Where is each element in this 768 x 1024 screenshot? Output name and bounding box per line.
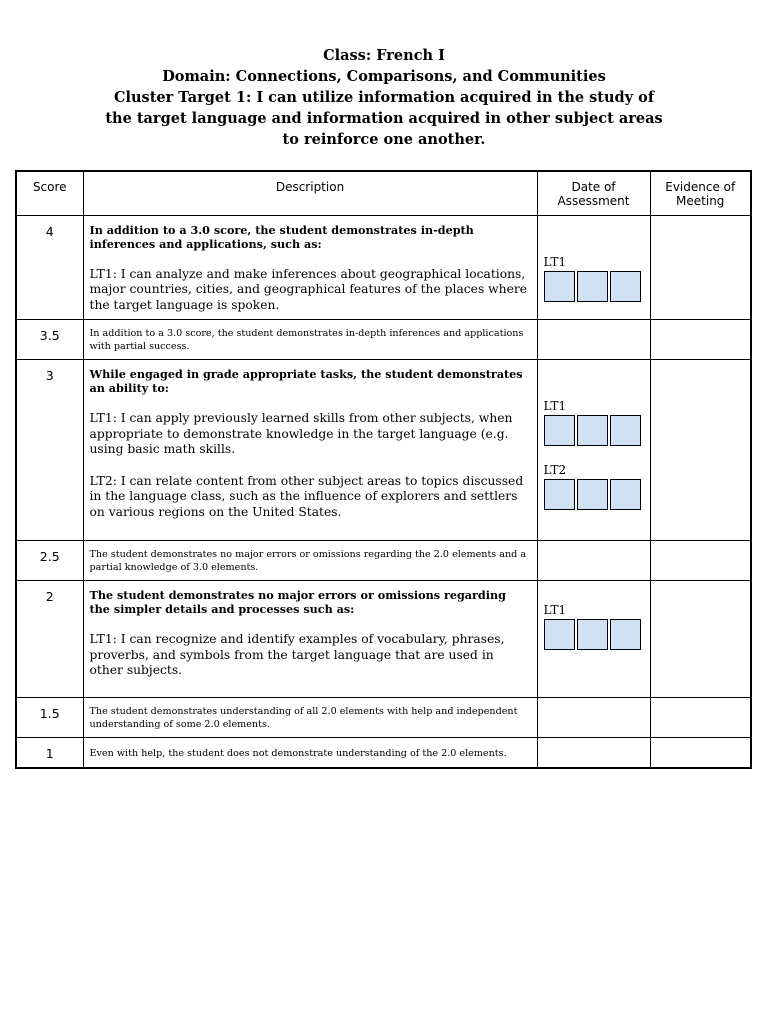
title-domain: Domain: Connections, Comparisons, and Communities	[162, 68, 606, 85]
scoring-rubric-table	[15, 170, 752, 769]
criteria-intro: While engaged in grade appropriate tasks, the student demonstrates an ability to:	[89, 367, 523, 395]
date-cell	[537, 215, 650, 320]
table-row	[16, 698, 751, 738]
lt-date-group	[544, 400, 641, 446]
header-score: Score	[16, 171, 83, 215]
date-box[interactable]	[610, 271, 641, 302]
date-box[interactable]	[577, 479, 608, 510]
description-cell	[83, 541, 537, 581]
title-class: Class: French I	[323, 47, 445, 64]
table-row	[16, 541, 751, 581]
evidence-cell	[650, 215, 751, 320]
lt-label: LT1	[543, 603, 567, 617]
learning-target: LT1: I can recognize and identify examples of vocabulary, phrases, proverbs, and symbols from the target language that are used in other subjects.	[89, 632, 505, 677]
date-box[interactable]	[544, 271, 575, 302]
title-target-line2: the target language and information acquired in other subject areas	[105, 110, 663, 127]
date-cell	[537, 360, 650, 541]
description-cell	[83, 738, 537, 768]
date-box[interactable]	[577, 415, 608, 446]
criteria-text: In addition to a 3.0 score, the student demonstrates in-depth inferences and applications with partial success.	[89, 328, 524, 352]
learning-target: LT1: I can analyze and make inferences about geographical locations, major countries, cities, and geographical features of the places where the target language is spoken.	[89, 266, 528, 312]
table-row	[16, 360, 751, 541]
header-date: Date of Assessment	[537, 171, 650, 215]
date-box[interactable]	[577, 271, 608, 302]
table-header-row	[16, 171, 751, 215]
lt-date-group	[544, 256, 641, 302]
title-target-line3: to reinforce one another.	[282, 131, 486, 148]
date-box[interactable]	[544, 619, 575, 650]
score-cell: 4	[16, 215, 83, 320]
lt-label: LT1	[543, 254, 567, 269]
table-row	[16, 581, 751, 698]
date-boxes	[544, 415, 641, 446]
date-box[interactable]	[577, 619, 608, 650]
description-cell	[83, 360, 537, 541]
header-evidence: Evidence of Meeting	[650, 171, 751, 215]
criteria-text: The student demonstrates understanding of all 2.0 elements with help and independent understanding of some 2.0 elements.	[89, 706, 518, 730]
lt-date-group	[544, 464, 641, 510]
evidence-cell	[650, 738, 751, 768]
evidence-cell	[650, 360, 751, 541]
date-cell	[537, 541, 650, 581]
evidence-cell	[650, 581, 751, 698]
criteria-text: Even with help, the student does not demonstrate understanding of the 2.0 elements.	[89, 748, 507, 759]
lt-date-group	[544, 604, 641, 650]
table-row	[16, 320, 751, 360]
score-cell: 3	[16, 360, 83, 541]
score-cell: 1	[16, 738, 83, 768]
date-boxes	[544, 619, 641, 650]
description-cell	[83, 320, 537, 360]
description-cell	[83, 581, 537, 698]
date-boxes	[544, 271, 641, 302]
date-box[interactable]	[544, 479, 575, 510]
description-cell	[83, 215, 537, 320]
date-box[interactable]	[610, 479, 641, 510]
score-cell: 3.5	[16, 320, 83, 360]
criteria-intro: In addition to a 3.0 score, the student demonstrates in-depth inferences and applications, such as:	[89, 222, 474, 251]
table-row	[16, 215, 751, 320]
learning-target: LT2: I can relate content from other subject areas to topics discussed in the language class, such as the influence of explorers and settlers on various regions on the United States.	[89, 473, 524, 519]
score-cell: 1.5	[16, 698, 83, 738]
date-cell	[537, 698, 650, 738]
evidence-cell	[650, 698, 751, 738]
date-cell	[537, 320, 650, 360]
lt-label: LT1	[543, 399, 567, 413]
learning-target: LT1: I can apply previously learned skills from other subjects, when appropriate to demonstrate knowledge in the target language (e.g. using basic math skills.	[89, 411, 513, 456]
date-box[interactable]	[610, 415, 641, 446]
evidence-cell	[650, 541, 751, 581]
date-cell	[537, 581, 650, 698]
date-boxes	[544, 479, 641, 510]
evidence-cell	[650, 320, 751, 360]
title-target-line1: Cluster Target 1: I can utilize information acquired in the study of	[113, 89, 655, 106]
date-box[interactable]	[610, 619, 641, 650]
table-row	[16, 738, 751, 768]
criteria-intro: The student demonstrates no major errors or omissions regarding the simpler details and processes such as:	[89, 588, 506, 616]
header-description: Description	[83, 171, 537, 215]
date-cell	[537, 738, 650, 768]
date-box[interactable]	[544, 415, 575, 446]
description-cell	[83, 698, 537, 738]
lt-label: LT2	[543, 463, 567, 477]
criteria-text: The student demonstrates no major errors or omissions regarding the 2.0 elements and a partial knowledge of 3.0 elements.	[89, 549, 527, 573]
score-cell: 2	[16, 581, 83, 698]
score-cell: 2.5	[16, 541, 83, 581]
document-title	[60, 45, 708, 150]
